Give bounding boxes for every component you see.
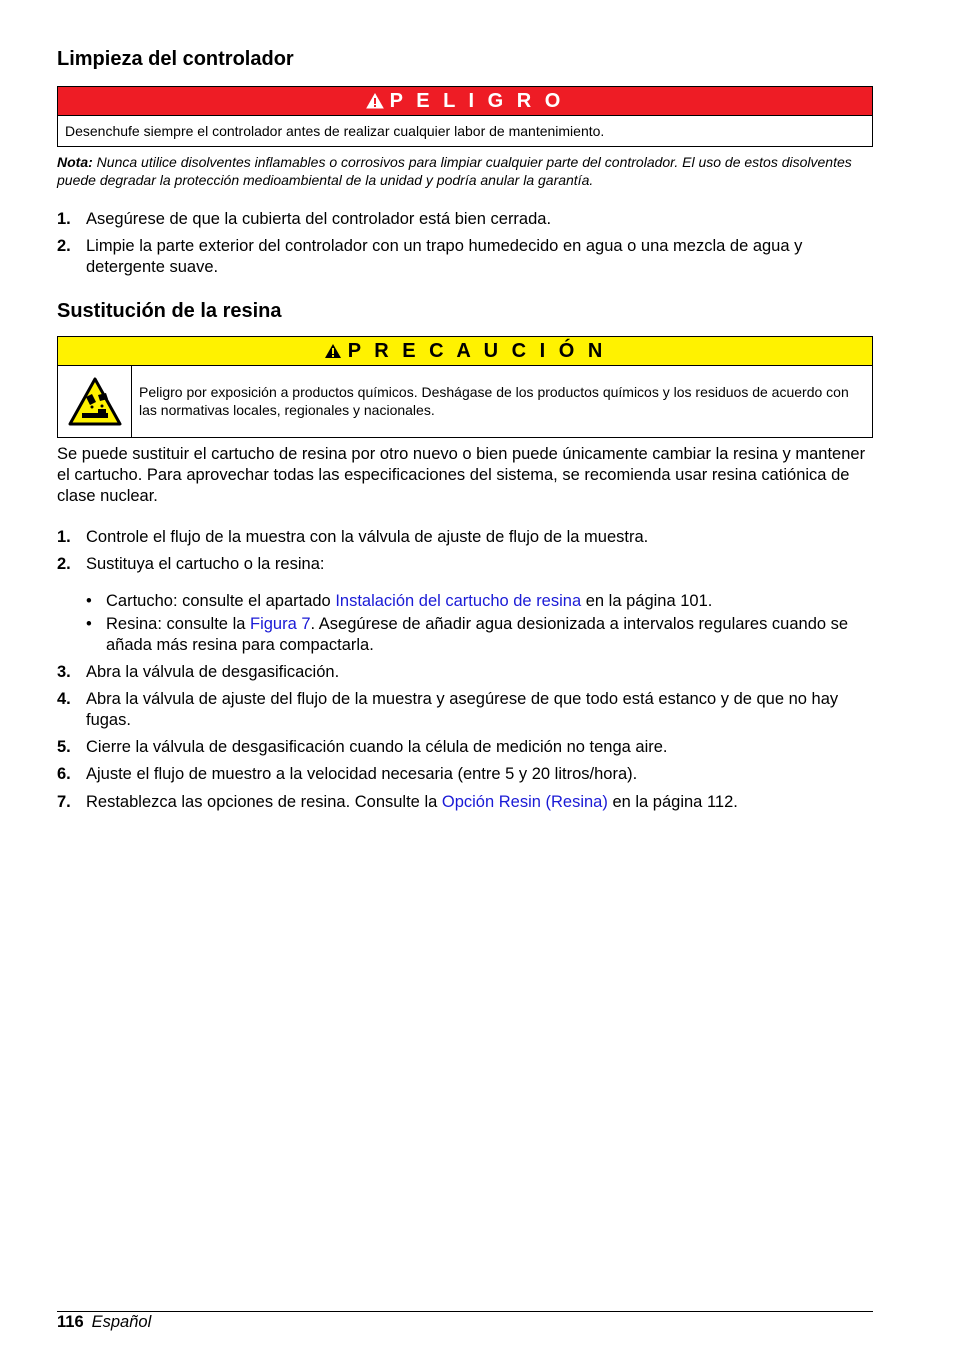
- resin-step-6: [57, 764, 873, 785]
- step-text: Sustituya el cartucho o la resina:: [86, 555, 325, 573]
- note: [57, 153, 873, 189]
- danger-header: [58, 87, 872, 116]
- corrosive-pictogram: [58, 366, 132, 437]
- step-number: 7.: [57, 793, 71, 811]
- step-number: 5.: [57, 738, 71, 756]
- step-number: 6.: [57, 765, 71, 783]
- step-text: Abra la válvula de desgasificación.: [86, 663, 340, 681]
- step-number: 1.: [57, 528, 71, 546]
- bullet-text-post: en la página 101.: [581, 592, 713, 610]
- resin-step-4: [57, 689, 873, 731]
- page-footer: [57, 1312, 151, 1333]
- bullet-text-pre: Resina: consulte la: [106, 615, 250, 633]
- cleaning-step-1: [57, 209, 873, 230]
- step-number: 1.: [57, 210, 71, 228]
- danger-box: [57, 86, 873, 147]
- link-cartridge-installation[interactable]: Instalación del cartucho de resina: [335, 592, 582, 610]
- step-text: Asegúrese de que la cubierta del controlador está bien cerrada.: [86, 210, 552, 228]
- step-number: 4.: [57, 690, 71, 708]
- warning-triangle-icon: [366, 93, 384, 109]
- footer-divider: [57, 1311, 873, 1312]
- bullet-resin: [86, 614, 873, 656]
- cleaning-step-2: [57, 236, 873, 278]
- caution-header: [58, 337, 872, 366]
- caution-box: [57, 336, 873, 438]
- step-text: Cierre la válvula de desgasificación cuando la célula de medición no tenga aire.: [86, 738, 668, 756]
- step-text-post: en la página 112.: [607, 793, 738, 811]
- link-resin-option[interactable]: Opción Resin (Resina): [441, 793, 608, 811]
- danger-text: Desenchufe siempre el controlador antes de realizar cualquier labor de mantenimiento.: [65, 123, 605, 139]
- section-title-resin: Sustitución de la resina: [57, 300, 282, 322]
- caution-body: [58, 366, 872, 437]
- bullet-cartridge: [86, 591, 873, 612]
- step-number: 2.: [57, 237, 71, 255]
- note-label: Nota:: [57, 154, 93, 170]
- step-text: Ajuste el flujo de muestro a la velocidad necesaria (entre 5 y 20 litros/hora).: [86, 765, 638, 783]
- resin-intro: Se puede sustituir el cartucho de resina por otro nuevo o bien puede únicamente cambiar la resina y mantener el cartucho. Para aprovechar todas las especificaciones del sistema, se recomienda usar resina catiónica de clase nuclear.: [57, 445, 866, 505]
- bullet-dot: •: [86, 615, 92, 633]
- bullet-dot: •: [86, 592, 92, 610]
- caution-text: Peligro por exposición a productos químicos. Deshágase de los productos químicos y los residuos de acuerdo con las normativas locales, regionales y nacionales.: [139, 384, 849, 418]
- bullet-text: [106, 591, 873, 612]
- section-title-cleaning: Limpieza del controlador: [57, 48, 294, 70]
- note-text: Nunca utilice disolventes inflamables o corrosivos para limpiar cualquier parte del controlador. El uso de estos disolventes puede degradar la protección medioambiental de la unidad y podría anular la garantía.: [57, 154, 852, 188]
- step-text: [86, 792, 873, 813]
- caution-label: P R E C A U C I Ó N: [347, 339, 607, 362]
- step-text-pre: Restablezca las opciones de resina. Consulte la: [86, 793, 442, 811]
- corrosive-hazard-icon: [68, 377, 122, 427]
- step-number: 3.: [57, 663, 71, 681]
- step-text: Abra la válvula de ajuste del flujo de la muestra y asegúrese de que todo está estanco y de que no hay fugas.: [86, 690, 839, 729]
- page-number: 116: [57, 1313, 84, 1331]
- step-text: Controle el flujo de la muestra con la válvula de ajuste de flujo de la muestra.: [86, 528, 649, 546]
- resin-step-3: [57, 662, 873, 683]
- danger-label: P E L I G R O: [389, 89, 565, 112]
- footer-language: Español: [91, 1313, 152, 1331]
- bullet-text-post: . Asegúrese de añadir agua desionizada a intervalos regulares cuando se añada más resina para compactarla.: [106, 615, 849, 654]
- resin-step-7: [57, 792, 873, 813]
- link-figure-7[interactable]: Figura 7: [250, 615, 311, 633]
- bullet-text: [106, 614, 873, 656]
- resin-step-2: [57, 554, 873, 575]
- bullet-text-pre: Cartucho: consulte el apartado: [106, 592, 336, 610]
- warning-triangle-icon: [324, 343, 342, 359]
- step-text: Limpie la parte exterior del controlador con un trapo humedecido en agua o una mezcla de agua y detergente suave.: [86, 237, 803, 276]
- resin-step-1: [57, 527, 873, 548]
- resin-step-5: [57, 737, 873, 758]
- step-number: 2.: [57, 555, 71, 573]
